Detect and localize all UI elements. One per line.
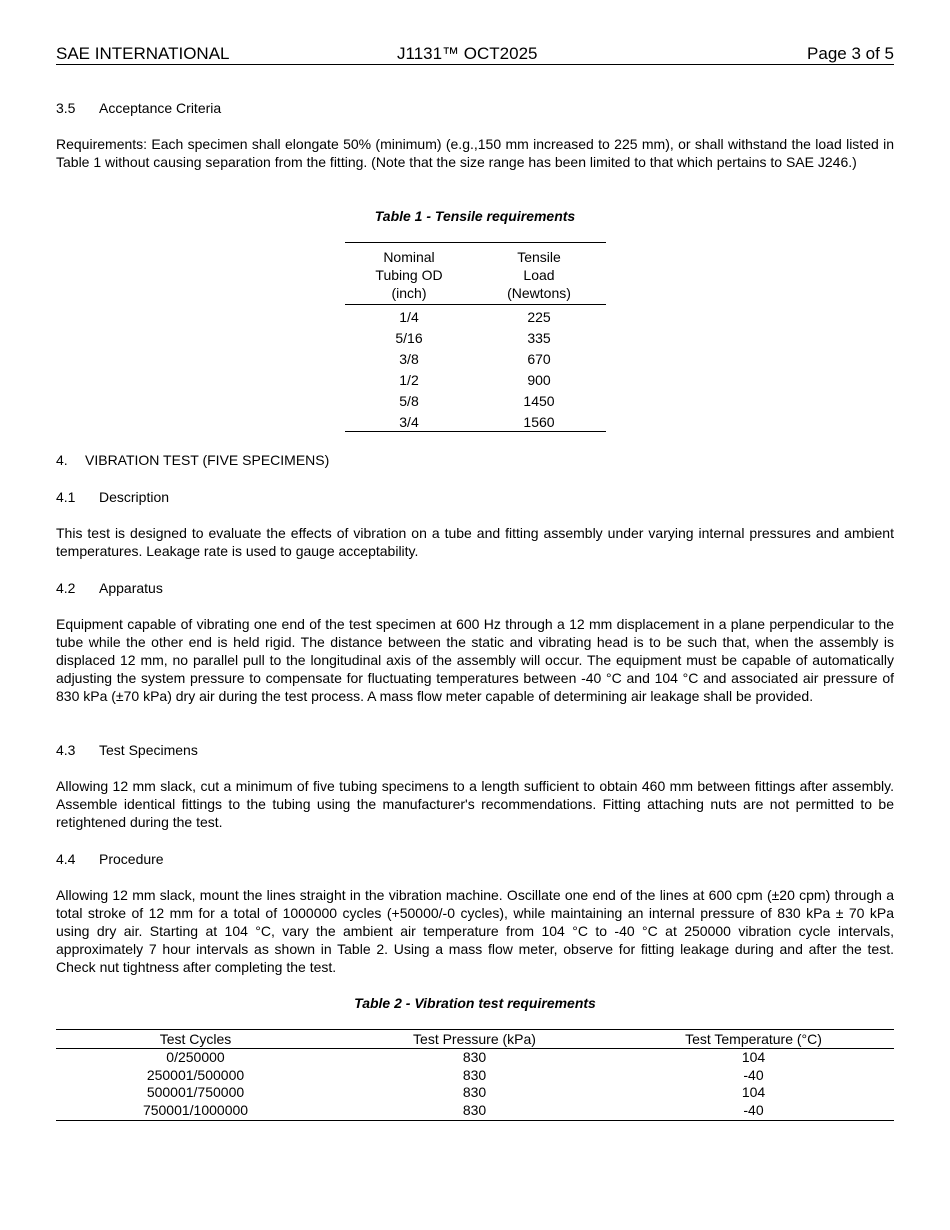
- section-4-4-heading: 4.4 Procedure: [56, 851, 164, 867]
- table-row: 500001/750000 830 104: [146, 1084, 766, 1100]
- section-4-heading: 4. VIBRATION TEST (FIVE SPECIMENS): [56, 452, 330, 468]
- table-2-header-row: [56, 1031, 894, 1048]
- section-4-3-body: Allowing 12 mm slack, cut a minimum of five tubing specimens to a length sufficient to obtain 460 mm between fittings after assembly. Assemble identical fittings to the tubing using the manufacturer's recommendations. Fitting attaching nuts are not permitted to be retightened during the test.: [56, 778, 894, 830]
- section-4-2-heading: 4.2 Apparatus: [56, 580, 163, 596]
- section-3-5-body: Requirements: Each specimen shall elongate 50% (minimum) (e.g.,150 mm increased to 225 mm), or shall withstand the load listed in Table 1 without causing separation from the fitting. (Note that the size range has been limited to that which pertains to SAE J246.): [56, 136, 894, 170]
- table-2-header-temperature: Test Temperature (°C): [685, 1031, 822, 1047]
- table-row: 3/8 670: [399, 351, 551, 367]
- table-2-caption: Table 2 - Vibration test requirements: [354, 995, 596, 1011]
- header-publisher: SAE INTERNATIONAL: [56, 44, 230, 63]
- section-4-4-body: Allowing 12 mm slack, mount the lines straight in the vibration machine. Oscillate one end of the lines at 600 cpm (±20 cpm) through a total stroke of 12 mm for a total of 1000000 cycles (+50000/-0 cycles), while maintaining an internal pressure of 830 kPa ± 70 kPa using dry air. Starting at 104 °C, vary the ambient air temperature from 104 °C to -40 °C at 250000 vibration cycle intervals, approximately 7 hour intervals as shown in Table 2. Using a mass flow meter, observe for fitting leakage during and after the test. Check nut tightness after completing the test.: [56, 887, 894, 975]
- section-4-1-body: This test is designed to evaluate the effects of vibration on a tube and fitting assembly under varying internal pressures and ambient temperatures. Leakage rate is used to gauge acceptability.: [56, 525, 894, 559]
- table-row: 0/250000 830 104: [166, 1049, 766, 1065]
- section-4-1-heading: 4.1 Description: [56, 489, 170, 505]
- section-4-2-body: Equipment capable of vibrating one end of the test specimen at 600 Hz through a 12 mm displacement in a plane perpendicular to the tube while the other end is held rigid. The distance between the static and vibrating head is to be such that, when the assembly is displaced 12 mm, no parallel pull to the longitudinal axis of the assembly will occur. The equipment must be capable of automatically adjusting the system pressure to compensate for fluctuating temperatures between -40 °C and 104 °C and associated air pressure of 830 kPa (±70 kPa) dry air during the test process. A mass flow meter capable of determining air leakage shall be provided.: [56, 616, 894, 704]
- section-4-3-heading: 4.3 Test Specimens: [56, 742, 198, 758]
- table-2-top-rule: [56, 1029, 894, 1030]
- table-row: 1/2 900: [399, 372, 551, 388]
- table-row: 250001/500000 830 -40: [146, 1067, 764, 1083]
- table-row: 750001/1000000 830 -40: [142, 1102, 764, 1118]
- table-row: 5/8 1450: [399, 393, 555, 409]
- table-1-header-od: Nominal Tubing OD (inch): [375, 249, 443, 301]
- header-document-id: J1131™ OCT2025: [397, 44, 538, 63]
- table-row: 5/16 335: [395, 330, 551, 346]
- page-header: [56, 44, 894, 65]
- table-2-bottom-rule: [56, 1120, 894, 1121]
- table-1-header-load: Tensile Load (Newtons): [507, 249, 571, 301]
- table-row: 1/4 225: [399, 309, 551, 325]
- header-page-number: Page 3 of 5: [807, 44, 894, 63]
- table-1-header-rule: [345, 304, 606, 305]
- table-2-header-cycles: Test Cycles: [159, 1031, 232, 1047]
- table-1-bottom-rule: [345, 431, 606, 432]
- section-3-5-heading: 3.5 Acceptance Criteria: [56, 100, 222, 116]
- table-2-header-pressure: Test Pressure (kPa): [413, 1031, 536, 1047]
- table-1-top-rule: [345, 242, 606, 243]
- table-row: 3/4 1560: [399, 414, 555, 430]
- table-1-caption: Table 1 - Tensile requirements: [374, 208, 576, 224]
